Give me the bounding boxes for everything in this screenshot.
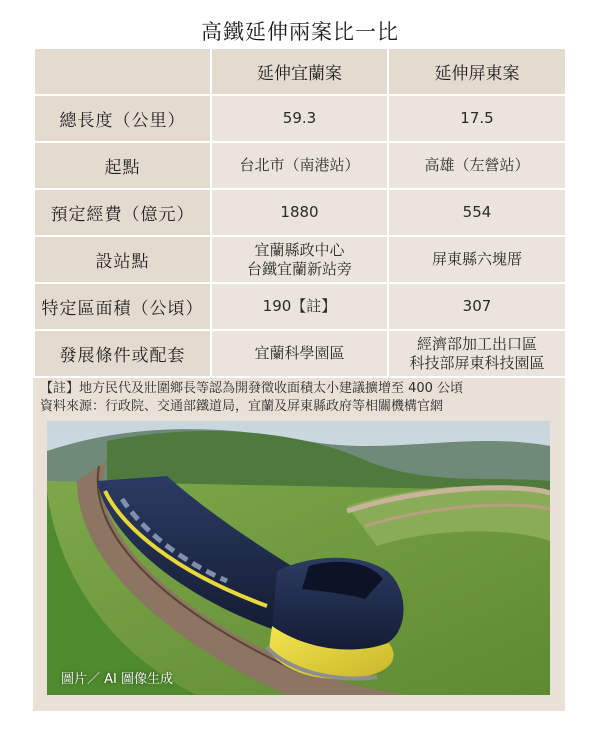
cell-line: 17.5 bbox=[460, 109, 494, 127]
cell-yilan bbox=[211, 330, 388, 377]
comparison-table bbox=[33, 47, 567, 378]
cell-line: 190【註】 bbox=[262, 297, 337, 315]
header-yilan: 延伸宜蘭案 bbox=[211, 48, 388, 95]
photo-credit: 圖片／ AI 圖像生成 bbox=[61, 672, 173, 687]
notes-block bbox=[40, 380, 560, 416]
header-pingtung: 延伸屏東案 bbox=[388, 48, 566, 95]
cell-pingtung bbox=[388, 283, 566, 330]
page-title: 高鐵延伸兩案比一比 bbox=[201, 20, 399, 44]
cell-line: 59.3 bbox=[282, 109, 317, 127]
row-label: 特定區面積（公頃） bbox=[34, 283, 211, 330]
cell-line: 554 bbox=[462, 203, 492, 221]
cell-yilan bbox=[211, 283, 388, 330]
table-row bbox=[34, 283, 566, 330]
cell-yilan bbox=[211, 142, 388, 189]
cell-pingtung bbox=[388, 95, 566, 142]
row-label: 起點 bbox=[34, 142, 211, 189]
row-label: 發展條件或配套 bbox=[34, 330, 211, 377]
table-row bbox=[34, 95, 566, 142]
cell-pingtung bbox=[388, 142, 566, 189]
cell-line: 科技部屏東科技園區 bbox=[409, 353, 545, 372]
train-illustration bbox=[47, 421, 550, 695]
table-row bbox=[34, 189, 566, 236]
table-row bbox=[34, 142, 566, 189]
table-row bbox=[34, 330, 566, 377]
cell-pingtung bbox=[388, 330, 566, 377]
cell-line: 屏東縣六塊厝 bbox=[431, 250, 522, 268]
train-photo bbox=[47, 421, 550, 695]
cell-line: 高雄（左營站） bbox=[424, 156, 530, 174]
row-label: 預定經費（億元） bbox=[34, 189, 211, 236]
cell-pingtung bbox=[388, 189, 566, 236]
footnote-text: 【註】地方民代及壯圍鄉長等認為開發徵收面積太小建議擴增至 400 公頃 bbox=[40, 381, 464, 396]
cell-yilan bbox=[211, 236, 388, 283]
table-header-row bbox=[34, 48, 566, 95]
cell-line: 宜蘭縣政中心 bbox=[254, 240, 345, 259]
cell-line: 1880 bbox=[280, 203, 319, 221]
cell-line: 經濟部加工出口區 bbox=[416, 334, 537, 353]
cell-yilan bbox=[211, 95, 388, 142]
cell-line: 307 bbox=[462, 297, 492, 315]
header-empty-cell bbox=[34, 48, 211, 95]
source-text: 資料來源：行政院、交通部鐵道局，宜蘭及屏東縣政府等相關機構官網 bbox=[40, 399, 444, 414]
cell-line: 台北市（南港站） bbox=[239, 156, 360, 174]
cell-line: 宜蘭科學園區 bbox=[254, 344, 345, 362]
cell-yilan bbox=[211, 189, 388, 236]
row-label: 總長度（公里） bbox=[34, 95, 211, 142]
row-label: 設站點 bbox=[34, 236, 211, 283]
table-row bbox=[34, 236, 566, 283]
cell-line: 台鐵宜蘭新站旁 bbox=[246, 259, 352, 278]
cell-pingtung bbox=[388, 236, 566, 283]
